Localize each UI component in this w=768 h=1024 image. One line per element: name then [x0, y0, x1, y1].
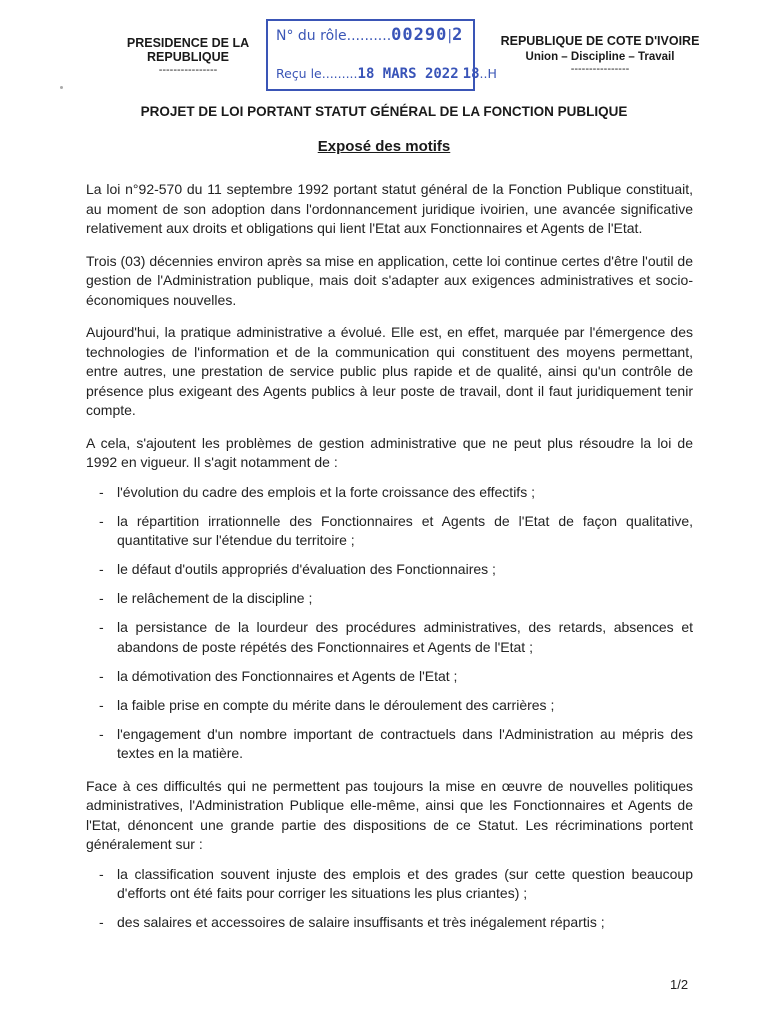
bullet-dash: -	[99, 865, 104, 882]
list-item	[86, 483, 693, 503]
bullet-dash: -	[99, 590, 104, 606]
stamp-role-line	[276, 25, 463, 45]
document-body	[86, 180, 693, 946]
list-item-text: la répartition irrationnelle des Fonctionnaires et Agents de l'Etat de façon qualitative, quantitative sur l'étendue du territoire ;	[117, 512, 693, 548]
list-item	[86, 913, 693, 933]
list-item-text: le relâchement de la discipline ;	[117, 590, 313, 606]
document-title: PROJET DE LOI PORTANT STATUT GÉNÉRAL DE LA FONCTION PUBLIQUE	[140, 104, 628, 119]
list-item-text: l'engagement d'un nombre important de contractuels dans l'Administration au mépris des textes en la matière.	[117, 725, 693, 761]
header-right-separator: ----------------	[570, 63, 630, 75]
bullet-dash: -	[99, 561, 104, 577]
header-right	[494, 34, 706, 75]
list-item-text: la démotivation des Fonctionnaires et Agents de l'Etat ;	[117, 667, 458, 684]
presidence-title: PRESIDENCE DE LA REPUBLIQUE	[126, 36, 250, 64]
list-item	[86, 667, 693, 687]
paragraph: Trois (03) décennies environ après sa mise en application, cette loi continue certes d'être l'outil de gestion de l'Administration publique, mais doit s'adapter aux exigences administratives et socio-économiques nouvelles.	[86, 252, 693, 308]
header-left	[88, 36, 288, 76]
stamp-date: 18 MARS 2022	[357, 66, 459, 82]
bullet-dash: -	[99, 483, 104, 500]
list-item	[86, 618, 693, 657]
republique-title: REPUBLIQUE DE COTE D'IVOIRE	[500, 34, 700, 48]
list-item-text: des salaires et accessoires de salaire insuffisants et très inégalement répartis ;	[117, 914, 605, 930]
paragraph: A cela, s'ajoutent les problèmes de gestion administrative que ne peut plus résoudre la loi de 1992 en vigueur. Il s'agit notamment de :	[86, 434, 693, 470]
list-item-text: la classification souvent injuste des emplois et des grades (sur cette question beaucoup d'efforts ont été faits pour corriger les situations les plus criantes) ;	[117, 865, 693, 901]
stamp-hour-suffix: H	[487, 66, 497, 81]
list-item-text: le défaut d'outils appropriés d'évaluation des Fonctionnaires ;	[117, 561, 496, 577]
list-item	[86, 512, 693, 551]
stamp-hour-dots: ..	[479, 66, 488, 81]
paragraph: Face à ces difficultés qui ne permettent pas toujours la mise en œuvre de nouvelles politiques administratives, l'Administration Publique elle-même, ainsi que les Fonctionnaires et Agents de l'Etat, dénoncent une grande partie des dispositions de ce Statut. Les récriminations portent généralement sur :	[86, 777, 693, 852]
problems-list	[86, 483, 693, 764]
complaints-list	[86, 865, 693, 933]
stamp-role-suffix: 2	[452, 25, 464, 45]
national-motto: Union – Discipline – Travail	[525, 51, 675, 63]
reception-stamp	[266, 19, 497, 91]
stamp-role-separator: |	[447, 28, 453, 44]
list-item-text: la persistance de la lourdeur des procédures administratives, des retards, absences et abandons de poste répétés des Fonctionnaires et Agents de l'Etat ;	[117, 619, 693, 655]
section-subtitle: Exposé des motifs	[317, 138, 451, 155]
list-item-text: la faible prise en compte du mérite dans le déroulement des carrières ;	[117, 696, 555, 713]
paragraph: Aujourd'hui, la pratique administrative a évolué. Elle est, en effet, marquée par l'émergence des technologies de l'information et de la communication qui constituent des moyens permettant, entre autres, une prestation de service public plus rapide et de qualité, ainsi qu'un contrôle de présence plus exigeant des Agents publics à leur poste de travail, dont il faut juridiquement tenir compte.	[86, 324, 693, 418]
scan-speck	[60, 86, 63, 89]
page-number: 1/2	[670, 977, 689, 992]
list-item	[86, 725, 693, 764]
paragraph: La loi n°92-570 du 11 septembre 1992 portant statut général de la Fonction Publique constituait, au moment de son adoption dans l'ordonnancement juridique ivoirien, une avancée significative relativement aux droits et obligations qui lient l'Etat aux Fonctionnaires et Agents de l'Etat.	[86, 181, 693, 236]
list-item-text: l'évolution du cadre des emplois et la forte croissance des effectifs ;	[117, 483, 535, 500]
stamp-date-line	[276, 66, 497, 82]
stamp-role-label: N° du rôle..........	[276, 28, 392, 44]
bullet-dash: -	[99, 512, 104, 529]
bullet-dash: -	[99, 725, 104, 742]
bullet-dash: -	[99, 667, 104, 684]
bullet-dash: -	[99, 619, 104, 635]
list-item	[86, 589, 693, 609]
list-item	[86, 865, 693, 904]
bullet-dash: -	[99, 696, 104, 713]
bullet-dash: -	[99, 914, 104, 930]
stamp-role-number: 00290	[391, 25, 448, 45]
stamp-hour: 18	[462, 66, 480, 82]
header-left-separator: ----------------	[158, 64, 218, 76]
stamp-date-label: Reçu le.........	[276, 66, 358, 81]
list-item	[86, 560, 693, 580]
list-item	[86, 696, 693, 716]
